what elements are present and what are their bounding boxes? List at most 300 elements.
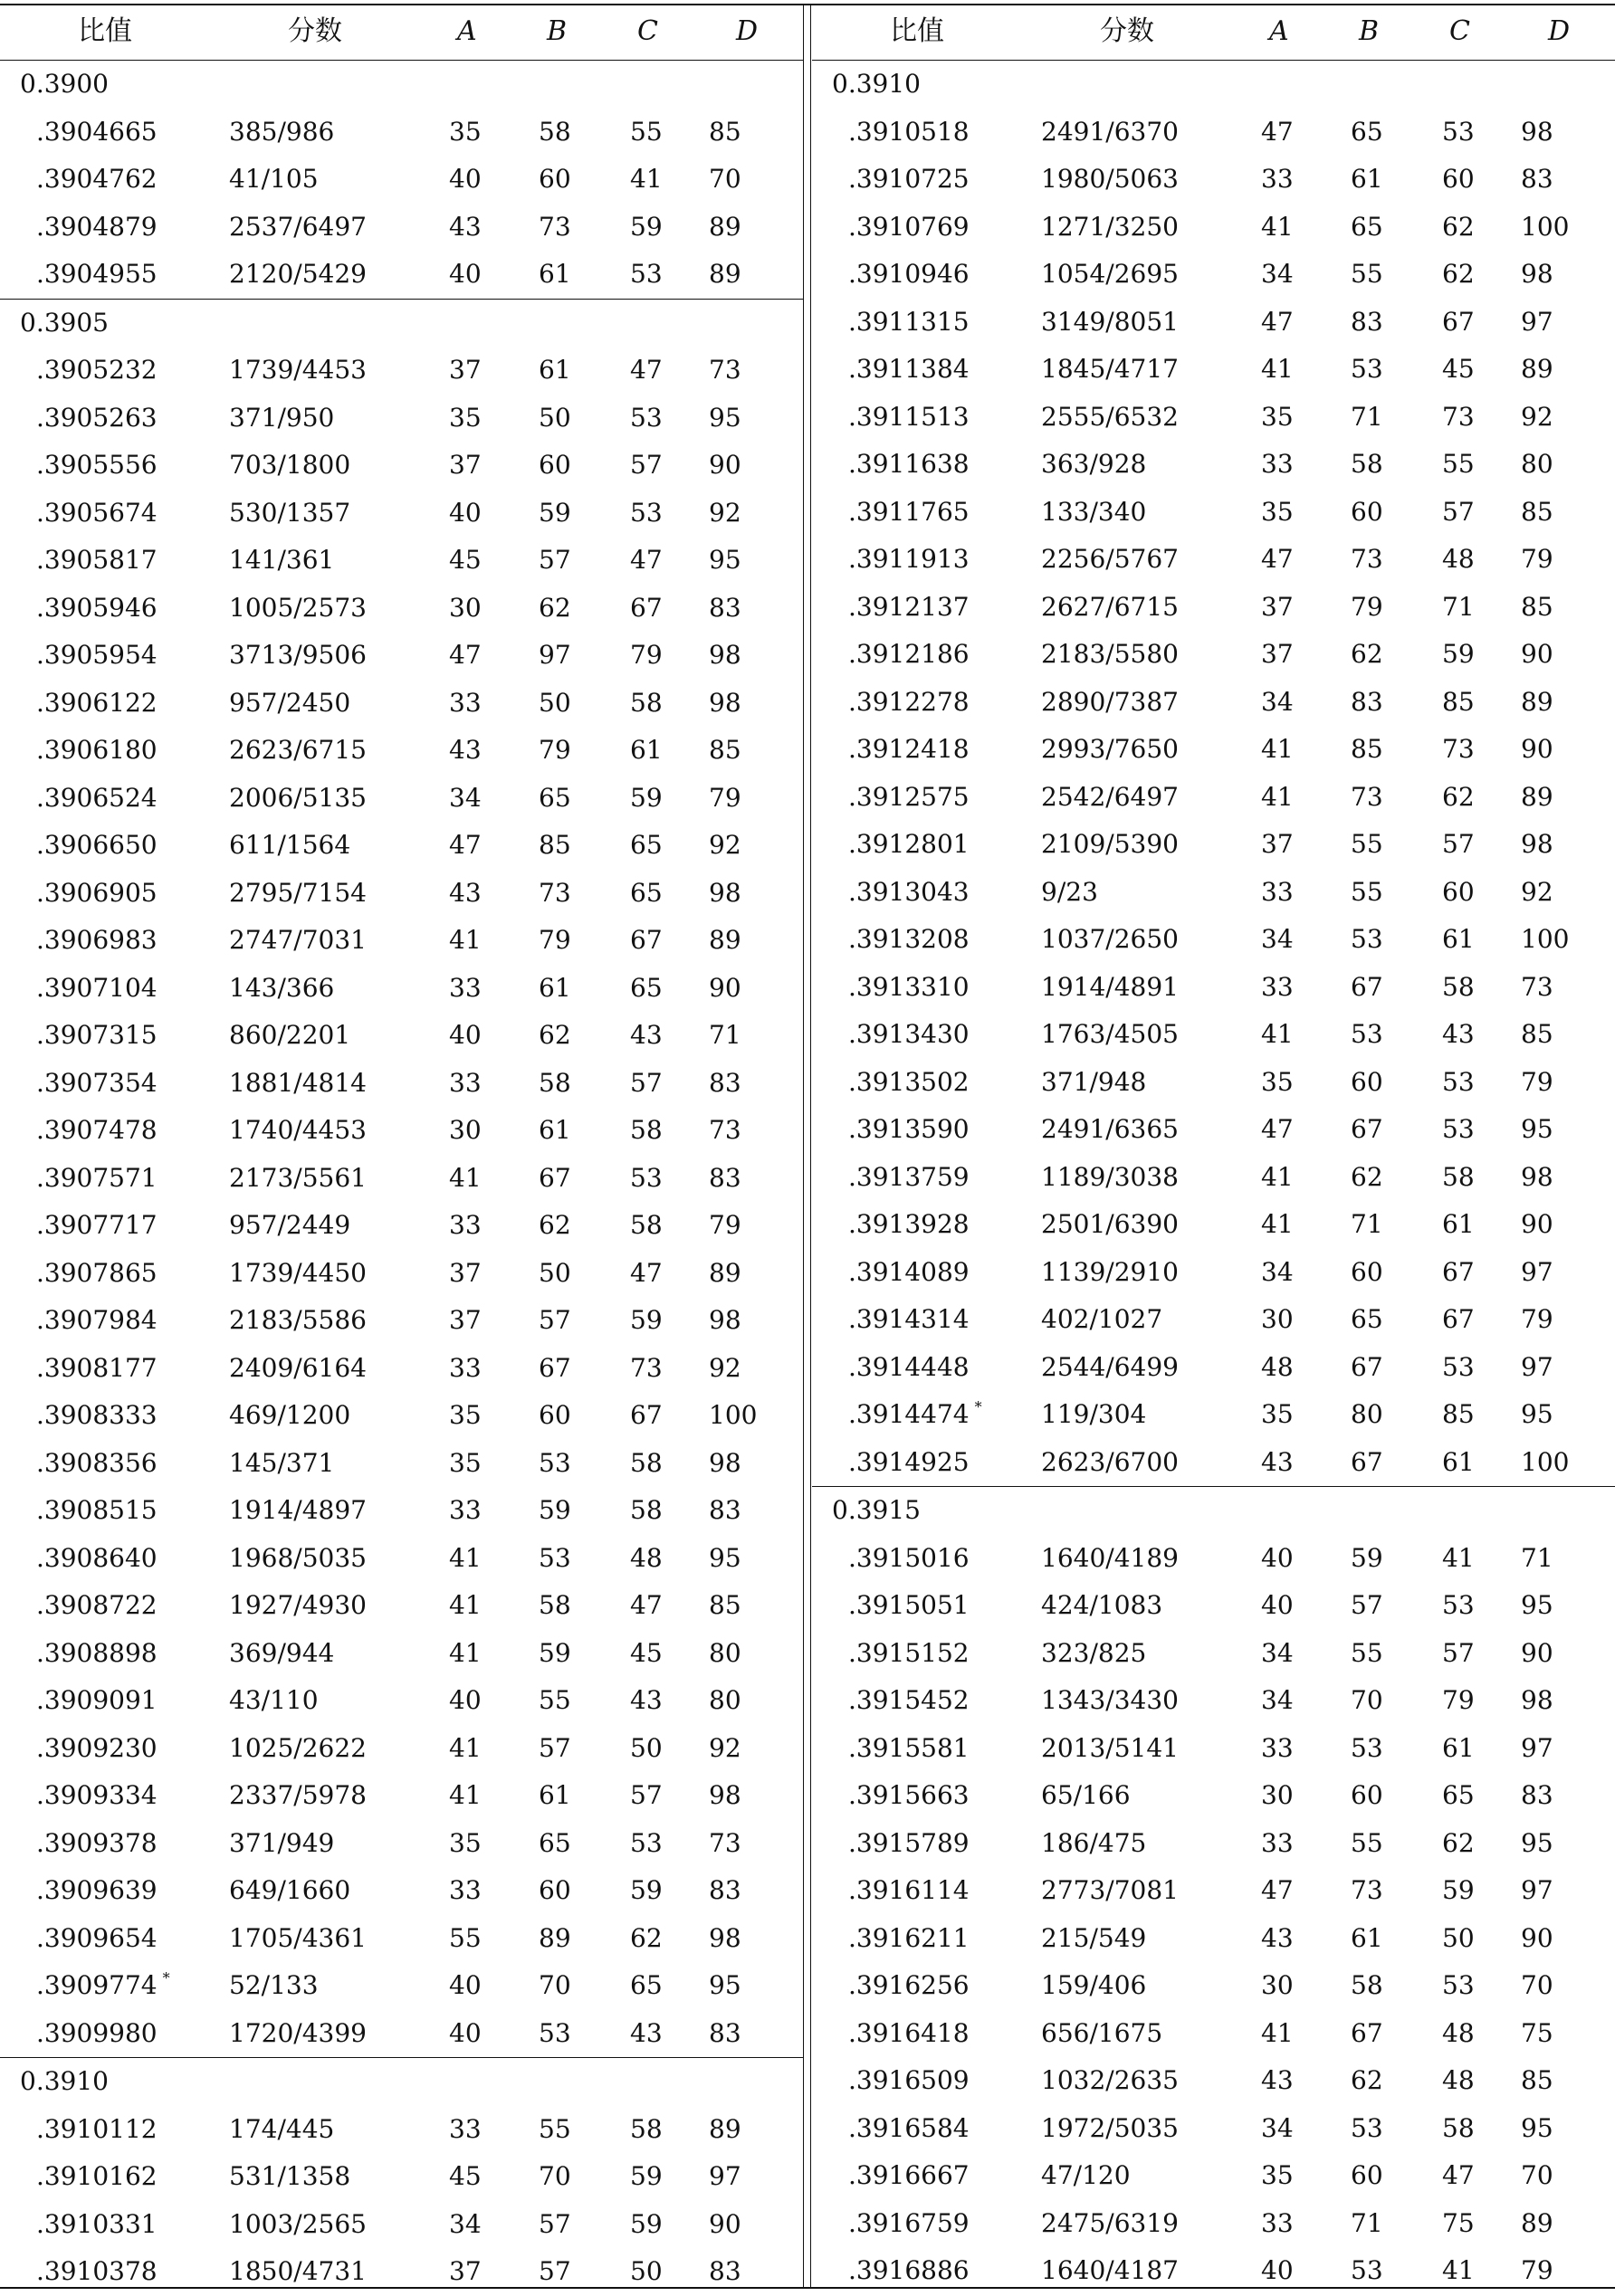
a-cell: 45: [449, 2161, 482, 2191]
c-cell: 60: [1442, 876, 1475, 907]
ratio-cell: .3914925: [848, 1446, 970, 1477]
table-row: [0, 490, 803, 538]
ratio-cell: .3911913: [848, 544, 970, 574]
ratio-cell: .3911513: [848, 401, 970, 432]
fraction-cell: 2795/7154: [229, 877, 367, 908]
a-cell: 37: [449, 355, 482, 385]
b-cell: 65: [1351, 211, 1383, 242]
c-cell: 67: [1442, 1304, 1475, 1334]
fraction-cell: 957/2449: [229, 1210, 351, 1240]
b-cell: 73: [539, 211, 571, 242]
b-cell: 60: [1351, 1066, 1383, 1097]
b-cell: 79: [539, 925, 571, 955]
b-cell: 60: [1351, 496, 1383, 527]
c-cell: 60: [1442, 164, 1475, 194]
c-cell: 43: [630, 1685, 663, 1715]
d-cell: 83: [1521, 1780, 1553, 1810]
fraction-cell: 363/928: [1041, 449, 1147, 479]
b-cell: 73: [539, 877, 571, 908]
d-cell: 98: [1521, 116, 1553, 147]
ratio-cell: .3908356: [36, 1447, 158, 1478]
b-cell: 71: [1351, 1209, 1383, 1239]
b-cell: 60: [539, 1875, 571, 1905]
ratio-cell: .3904955: [36, 259, 158, 289]
group-heading-row: [0, 2057, 803, 2106]
b-cell: 71: [1351, 2207, 1383, 2238]
fraction-cell: 1740/4453: [229, 1115, 367, 1145]
d-cell: 79: [709, 1210, 741, 1240]
c-cell: 67: [630, 925, 663, 955]
fraction-cell: 2623/6715: [229, 735, 367, 765]
table-row: [0, 2106, 803, 2154]
column-divider-left: [803, 4, 804, 2289]
fraction-cell: 174/445: [229, 2113, 335, 2144]
fraction-cell: 1054/2695: [1041, 259, 1179, 289]
ratio-cell: .3915452: [848, 1685, 970, 1715]
c-cell: 58: [630, 1115, 663, 1145]
ratio-cell: .3910162: [36, 2161, 158, 2191]
b-cell: 61: [1351, 164, 1383, 194]
b-cell: 65: [1351, 1304, 1383, 1334]
d-cell: 73: [709, 1115, 741, 1145]
a-cell: 34: [1261, 1256, 1294, 1287]
ratio-cell: .3916114: [848, 1875, 970, 1905]
b-cell: 70: [539, 2161, 571, 2191]
c-cell: 47: [630, 1257, 663, 1288]
fraction-cell: 2109/5390: [1041, 829, 1179, 859]
fraction-cell: 2337/5978: [229, 1780, 367, 1810]
b-cell: 71: [1351, 401, 1383, 432]
header-ratio: 比值: [78, 15, 132, 47]
d-cell: 100: [1521, 1446, 1570, 1477]
d-cell: 89: [1521, 354, 1553, 384]
ratio-cell: .3913502: [848, 1066, 970, 1097]
c-cell: 50: [630, 1732, 663, 1763]
footnote-marker: *: [974, 1398, 982, 1415]
fraction-cell: 1025/2622: [229, 1732, 367, 1763]
b-cell: 61: [539, 1115, 571, 1145]
table-row: [0, 109, 803, 157]
fraction-cell: 530/1357: [229, 497, 351, 528]
b-cell: 59: [1351, 1542, 1383, 1573]
a-cell: 41: [449, 1732, 482, 1763]
ratio-cell: .3910769: [848, 211, 970, 242]
d-cell: 97: [1521, 1351, 1553, 1382]
ratio-cell: .3916584: [848, 2112, 970, 2143]
b-cell: 58: [539, 1067, 571, 1098]
a-cell: 35: [449, 1827, 482, 1858]
b-cell: 58: [1351, 449, 1383, 479]
fraction-cell: 141/361: [229, 545, 335, 575]
b-cell: 58: [539, 116, 571, 147]
c-cell: 58: [630, 1210, 663, 1240]
a-cell: 35: [449, 402, 482, 433]
c-cell: 41: [1442, 2255, 1475, 2285]
a-cell: 41: [449, 1590, 482, 1620]
b-cell: 55: [1351, 1637, 1383, 1668]
fraction-cell: 1739/4453: [229, 355, 367, 385]
b-cell: 53: [539, 1542, 571, 1573]
b-cell: 67: [1351, 1351, 1383, 1382]
ratio-cell: .3905556: [36, 450, 158, 480]
table-row: [0, 1060, 803, 1108]
table-row: [812, 2010, 1615, 2058]
d-cell: 92: [709, 1732, 741, 1763]
b-cell: 79: [539, 735, 571, 765]
d-cell: 98: [709, 1305, 741, 1335]
d-cell: 97: [1521, 1875, 1553, 1905]
table-row: [0, 1962, 803, 2010]
table-header-row: [0, 4, 803, 61]
fraction-cell: 2544/6499: [1041, 1351, 1179, 1382]
b-cell: 80: [1351, 1399, 1383, 1429]
group-label: 0.3915: [832, 1495, 921, 1525]
table-row: [0, 1440, 803, 1488]
ratio-cell: .3908177: [36, 1352, 158, 1383]
a-cell: 40: [449, 1685, 482, 1715]
ratio-cell: .3916418: [848, 2017, 970, 2048]
d-cell: 85: [709, 1590, 741, 1620]
ratio-cell: .3906180: [36, 735, 158, 765]
c-cell: 58: [630, 1495, 663, 1525]
c-cell: 61: [1442, 924, 1475, 954]
c-cell: 79: [1442, 1685, 1475, 1715]
fraction-cell: 1640/4187: [1041, 2255, 1179, 2285]
a-cell: 34: [449, 782, 482, 813]
c-cell: 73: [1442, 734, 1475, 764]
header-d: D: [1548, 15, 1571, 47]
a-cell: 37: [449, 1257, 482, 1288]
b-cell: 60: [1351, 1256, 1383, 1287]
b-cell: 50: [539, 687, 571, 718]
fraction-cell: 1343/3430: [1041, 1685, 1179, 1715]
c-cell: 59: [630, 782, 663, 813]
c-cell: 79: [630, 640, 663, 670]
b-cell: 67: [539, 1162, 571, 1193]
ratio-cell: .3904879: [36, 211, 158, 242]
a-cell: 41: [1261, 1161, 1294, 1192]
c-cell: 58: [630, 2113, 663, 2144]
b-cell: 62: [1351, 2065, 1383, 2095]
ratio-cell: .3906650: [36, 830, 158, 860]
b-cell: 58: [539, 1590, 571, 1620]
a-cell: 33: [449, 1875, 482, 1905]
table-row: [0, 156, 803, 204]
c-cell: 58: [1442, 2112, 1475, 2143]
fraction-cell: 1032/2635: [1041, 2065, 1179, 2095]
b-cell: 85: [1351, 734, 1383, 764]
c-cell: 59: [630, 1875, 663, 1905]
fraction-cell: 2183/5586: [229, 1305, 367, 1335]
c-cell: 58: [630, 687, 663, 718]
d-cell: 90: [709, 450, 741, 480]
b-cell: 62: [1351, 639, 1383, 669]
c-cell: 65: [630, 1970, 663, 2000]
table-row: [0, 870, 803, 918]
c-cell: 73: [1442, 401, 1475, 432]
a-cell: 47: [1261, 1875, 1294, 1905]
fraction-cell: 2256/5767: [1041, 544, 1179, 574]
a-cell: 40: [449, 164, 482, 194]
d-cell: 90: [1521, 734, 1553, 764]
fraction-cell: 424/1083: [1041, 1590, 1163, 1620]
d-cell: 92: [709, 1352, 741, 1383]
table-row: [812, 1296, 1615, 1344]
table-header-row: [812, 4, 1615, 61]
d-cell: 73: [709, 1827, 741, 1858]
ratio-cell: .3907354: [36, 1067, 158, 1098]
fraction-cell: 1845/4717: [1041, 354, 1179, 384]
ratio-cell: .3912278: [848, 686, 970, 717]
c-cell: 57: [630, 1067, 663, 1098]
c-cell: 55: [630, 116, 663, 147]
a-cell: 30: [449, 592, 482, 623]
a-cell: 41: [1261, 2017, 1294, 2048]
ratio-cell: .3912137: [848, 591, 970, 622]
table-row: [0, 1725, 803, 1773]
c-cell: 59: [1442, 1875, 1475, 1905]
table-row: [0, 917, 803, 965]
a-cell: 41: [449, 925, 482, 955]
b-cell: 61: [539, 1780, 571, 1810]
c-cell: 57: [630, 450, 663, 480]
c-cell: 53: [1442, 1970, 1475, 2000]
ratio-cell: .3915663: [848, 1780, 970, 1810]
b-cell: 60: [1351, 1780, 1383, 1810]
d-cell: 89: [709, 2113, 741, 2144]
d-cell: 75: [1521, 2017, 1553, 2048]
c-cell: 43: [1442, 1019, 1475, 1049]
c-cell: 67: [630, 592, 663, 623]
d-cell: 100: [1521, 211, 1570, 242]
table-row: [812, 1582, 1615, 1630]
b-cell: 53: [1351, 924, 1383, 954]
a-cell: 41: [449, 1542, 482, 1573]
group-label: 0.3910: [832, 69, 921, 99]
d-cell: 83: [709, 2017, 741, 2048]
d-cell: 89: [1521, 686, 1553, 717]
c-cell: 48: [1442, 544, 1475, 574]
table-row: [0, 347, 803, 395]
ratio-cell: .3910518: [848, 116, 970, 147]
c-cell: 61: [1442, 1732, 1475, 1763]
c-cell: 71: [1442, 591, 1475, 622]
table-row: [812, 299, 1615, 347]
d-cell: 92: [1521, 401, 1553, 432]
b-cell: 70: [539, 1970, 571, 2000]
a-cell: 34: [1261, 1637, 1294, 1668]
fraction-cell: 145/371: [229, 1447, 335, 1478]
b-cell: 67: [1351, 1114, 1383, 1144]
d-cell: 83: [709, 1162, 741, 1193]
ratio-cell: .3916509: [848, 2065, 970, 2095]
ratio-cell: .3914448: [848, 1351, 970, 1382]
ratio-cell: .3905946: [36, 592, 158, 623]
d-cell: 95: [1521, 2112, 1553, 2143]
fraction-cell: 133/340: [1041, 496, 1147, 527]
table-row: [0, 2010, 803, 2058]
d-cell: 89: [1521, 781, 1553, 812]
group-heading-row: [0, 61, 803, 109]
a-cell: 30: [1261, 1970, 1294, 2000]
table-row: [0, 251, 803, 299]
b-cell: 73: [1351, 544, 1383, 574]
b-cell: 65: [539, 1827, 571, 1858]
table-row: [812, 156, 1615, 204]
b-cell: 57: [539, 1305, 571, 1335]
c-cell: 53: [1442, 1351, 1475, 1382]
d-cell: 95: [1521, 1114, 1553, 1144]
c-cell: 67: [1442, 1256, 1475, 1287]
d-cell: 70: [1521, 1970, 1553, 2000]
ratio-cell: .3910378: [36, 2256, 158, 2286]
d-cell: 85: [1521, 591, 1553, 622]
ratio-cell: .3909980: [36, 2017, 158, 2048]
ratio-cell: .3916211: [848, 1922, 970, 1953]
c-cell: 47: [630, 1590, 663, 1620]
table-row: [812, 1915, 1615, 1963]
a-cell: 33: [1261, 876, 1294, 907]
c-cell: 43: [630, 2017, 663, 2048]
b-cell: 59: [539, 1637, 571, 1668]
d-cell: 79: [1521, 1066, 1553, 1097]
ratio-cell: .3914474 *: [848, 1398, 982, 1429]
group-heading-row: [0, 299, 803, 348]
b-cell: 73: [1351, 1875, 1383, 1905]
b-cell: 67: [539, 1352, 571, 1383]
b-cell: 59: [539, 497, 571, 528]
d-cell: 85: [1521, 1019, 1553, 1049]
table-row: [0, 1820, 803, 1868]
ratio-cell: .3907571: [36, 1162, 158, 1193]
a-cell: 33: [449, 1210, 482, 1240]
b-cell: 57: [539, 2208, 571, 2239]
ratio-cell: .3909230: [36, 1732, 158, 1763]
ratio-cell: .3909774 *: [36, 1969, 170, 2000]
table-row: [812, 964, 1615, 1012]
ratio-cell: .3908640: [36, 1542, 158, 1573]
table-row: [812, 1867, 1615, 1915]
fraction-cell: 371/949: [229, 1827, 335, 1858]
c-cell: 53: [630, 402, 663, 433]
ratio-cell: .3904762: [36, 164, 158, 194]
fraction-cell: 1037/2650: [1041, 924, 1179, 954]
fraction-cell: 41/105: [229, 164, 319, 194]
ratio-cell: .3910725: [848, 164, 970, 194]
c-cell: 58: [630, 1447, 663, 1478]
c-cell: 62: [1442, 781, 1475, 812]
a-cell: 40: [1261, 1590, 1294, 1620]
d-cell: 89: [709, 259, 741, 289]
d-cell: 83: [709, 1495, 741, 1525]
b-cell: 55: [539, 1685, 571, 1715]
b-cell: 50: [539, 1257, 571, 1288]
table-row: [0, 822, 803, 870]
a-cell: 35: [449, 116, 482, 147]
b-cell: 55: [1351, 876, 1383, 907]
table-row: [812, 1630, 1615, 1678]
fraction-cell: 215/549: [1041, 1922, 1147, 1953]
d-cell: 95: [1521, 1590, 1553, 1620]
c-cell: 62: [1442, 259, 1475, 289]
a-cell: 33: [449, 1352, 482, 1383]
b-cell: 57: [1351, 1590, 1383, 1620]
ratio-cell: .3907315: [36, 1020, 158, 1050]
c-cell: 62: [630, 1922, 663, 1953]
table-row: [812, 1011, 1615, 1059]
b-cell: 97: [539, 640, 571, 670]
table-row: [0, 585, 803, 633]
fraction-cell: 3149/8051: [1041, 306, 1179, 337]
fraction-cell: 1972/5035: [1041, 2112, 1179, 2143]
d-cell: 89: [709, 1257, 741, 1288]
b-cell: 62: [539, 592, 571, 623]
ratio-cell: .3915051: [848, 1590, 970, 1620]
fraction-cell: 2491/6365: [1041, 1114, 1179, 1144]
ratio-cell: .3915581: [848, 1732, 970, 1763]
c-cell: 65: [630, 972, 663, 1003]
b-cell: 83: [1351, 686, 1383, 717]
fraction-cell: 2623/6700: [1041, 1446, 1179, 1477]
b-cell: 85: [539, 830, 571, 860]
b-cell: 60: [1351, 2160, 1383, 2190]
ratio-cell: .3904665: [36, 116, 158, 147]
table-row: [812, 1677, 1615, 1725]
fraction-cell: 1763/4505: [1041, 1019, 1179, 1049]
group-heading-row: [812, 61, 1615, 109]
table-row: [812, 869, 1615, 917]
fraction-cell: 2013/5141: [1041, 1732, 1179, 1763]
fraction-cell: 371/948: [1041, 1066, 1147, 1097]
ratio-cell: .3905674: [36, 497, 158, 528]
c-cell: 41: [630, 164, 663, 194]
d-cell: 79: [1521, 2255, 1553, 2285]
d-cell: 89: [1521, 2207, 1553, 2238]
table-row: [812, 1106, 1615, 1154]
fraction-cell: 2173/5561: [229, 1162, 367, 1193]
c-cell: 53: [630, 497, 663, 528]
a-cell: 40: [449, 2017, 482, 2048]
b-cell: 67: [1351, 1446, 1383, 1477]
fraction-cell: 957/2450: [229, 687, 351, 718]
ratio-cell: .3916759: [848, 2207, 970, 2238]
d-cell: 89: [709, 211, 741, 242]
ratio-cell: .3916886: [848, 2255, 970, 2285]
fraction-cell: 143/366: [229, 972, 335, 1003]
fraction-cell: 2993/7650: [1041, 734, 1179, 764]
c-cell: 62: [1442, 211, 1475, 242]
fraction-cell: 2475/6319: [1041, 2207, 1179, 2238]
c-cell: 55: [1442, 449, 1475, 479]
fraction-cell: 2006/5135: [229, 782, 367, 813]
b-cell: 83: [1351, 306, 1383, 337]
table-row: [0, 442, 803, 490]
d-cell: 83: [709, 1875, 741, 1905]
a-cell: 34: [1261, 924, 1294, 954]
ratio-cell: .3910112: [36, 2113, 158, 2144]
fraction-cell: 65/166: [1041, 1780, 1131, 1810]
table-row: [0, 632, 803, 680]
table-row: [812, 1249, 1615, 1297]
table-row: [0, 680, 803, 728]
d-cell: 73: [709, 355, 741, 385]
a-cell: 34: [1261, 2112, 1294, 2143]
c-cell: 59: [630, 1305, 663, 1335]
header-fraction: 分数: [288, 15, 342, 47]
fraction-cell: 402/1027: [1041, 1304, 1163, 1334]
fraction-cell: 9/23: [1041, 876, 1098, 907]
a-cell: 40: [449, 497, 482, 528]
